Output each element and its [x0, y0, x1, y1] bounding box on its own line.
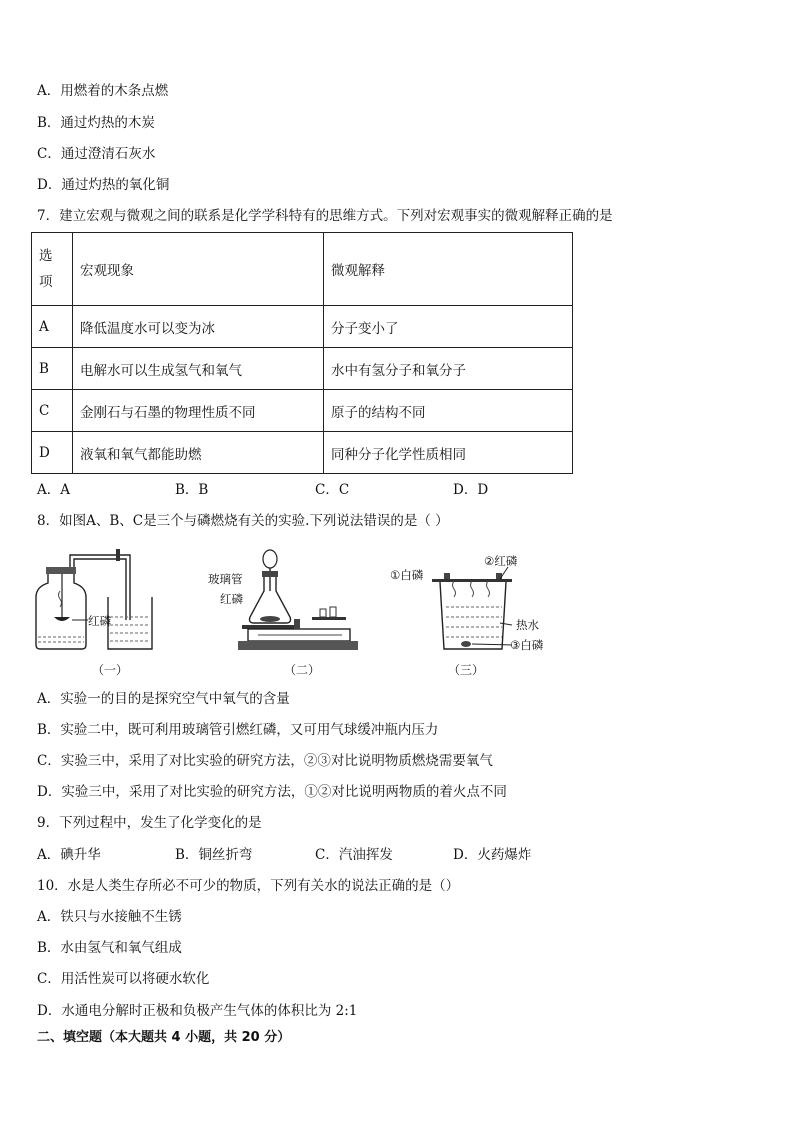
q7-answer-a: A．A — [37, 482, 70, 498]
row-macro: 金刚石与石墨的物理性质不同 — [73, 390, 324, 432]
q7-table — [31, 232, 573, 474]
q7-answer-b: B．B — [175, 482, 209, 498]
row-micro: 同种分子化学性质相同 — [324, 432, 573, 474]
fig2-caption: （二） — [284, 663, 321, 677]
row-option: B — [32, 348, 73, 390]
table-row — [32, 348, 573, 390]
q8-option-d: D．实验三中，采用了对比实验的研究方法，①②对比说明两物质的着火点不同 — [37, 784, 507, 800]
q10-stem: 10．水是人类生存所必不可少的物质，下列有关水的说法正确的是（） — [37, 878, 460, 894]
q6-option-c: C．通过澄清石灰水 — [37, 146, 156, 162]
fig3-white-phosphorus-3-label: ③白磷 — [510, 638, 544, 652]
row-macro: 电解水可以生成氢气和氧气 — [73, 348, 324, 390]
q9-stem: 9．下列过程中，发生了化学变化的是 — [37, 815, 262, 831]
row-micro: 水中有氢分子和氧分子 — [324, 348, 573, 390]
figure-two — [208, 545, 378, 680]
row-micro: 分子变小了 — [324, 306, 573, 348]
row-micro: 原子的结构不同 — [324, 390, 573, 432]
fig3-white-phosphorus-1-label: ①白磷 — [390, 568, 424, 582]
row-option: C — [32, 390, 73, 432]
fig1-caption: （一） — [92, 663, 129, 677]
q10-option-d: D．水通电分解时正极和负极产生气体的体积比为 2:1 — [37, 1003, 358, 1019]
apparatus-one-drawing — [30, 545, 190, 655]
q10-option-c: C．用活性炭可以将硬水软化 — [37, 971, 210, 987]
q9-option-a: A．碘升华 — [37, 847, 101, 863]
q9-option-c: C．汽油挥发 — [315, 847, 393, 863]
q10-option-b: B．水由氢气和氧气组成 — [37, 940, 182, 956]
q8-option-a: A．实验一的目的是探究空气中氧气的含量 — [37, 691, 290, 707]
fig1-red-phosphorus-label: 红磷 — [88, 614, 111, 628]
q9-option-d: D．火药爆炸 — [453, 847, 532, 863]
q7-answer-c: C．C — [315, 482, 350, 498]
table-header-row — [32, 233, 573, 306]
header-option-cell — [32, 233, 73, 306]
header-micro-cell: 微观解释 — [324, 233, 573, 306]
row-option: D — [32, 432, 73, 474]
fig3-hot-water-label: 热水 — [516, 618, 539, 632]
q7-answer-d: D．D — [453, 482, 489, 498]
figure-one — [30, 545, 190, 680]
q8-option-c: C．实验三中，采用了对比实验的研究方法，②③对比说明物质燃烧需要氧气 — [37, 753, 493, 769]
fig3-caption: （三） — [448, 663, 485, 677]
q8-stem: 8．如图A、B、C是三个与磷燃烧有关的实验.下列说法错误的是（ ） — [37, 513, 449, 529]
q8-option-b: B．实验二中，既可利用玻璃管引燃红磷，又可用气球缓冲瓶内压力 — [37, 722, 439, 738]
q6-option-a: A．用燃着的木条点燃 — [37, 83, 169, 99]
row-option: A — [32, 306, 73, 348]
section-heading: 二、填空题（本大题共 4 小题，共 20 分） — [37, 1030, 291, 1045]
header-option-char-1: 选 — [39, 248, 53, 264]
q10-option-a: A．铁只与水接触不生锈 — [37, 909, 182, 925]
row-macro: 液氧和氧气都能助燃 — [73, 432, 324, 474]
q8-figures — [30, 545, 550, 680]
header-macro-cell: 宏观现象 — [73, 233, 324, 306]
table-row — [32, 306, 573, 348]
table-row — [32, 432, 573, 474]
row-macro: 降低温度水可以变为冰 — [73, 306, 324, 348]
q6-option-d: D．通过灼热的氧化铜 — [37, 177, 170, 193]
q9-option-b: B．铜丝折弯 — [175, 847, 253, 863]
fig3-red-phosphorus-2-label: ②红磷 — [484, 554, 518, 568]
header-option-char-2: 项 — [39, 274, 53, 290]
fig2-glass-tube-label: 玻璃管 — [208, 572, 243, 586]
table-row — [32, 390, 573, 432]
fig2-red-phosphorus-label: 红磷 — [220, 592, 243, 606]
q7-stem: 7．建立宏观与微观之间的联系是化学学科特有的思维方式。下列对宏观事实的微观解释正确的是 — [37, 208, 613, 224]
q6-option-b: B．通过灼热的木炭 — [37, 115, 155, 131]
figure-three — [388, 545, 550, 680]
